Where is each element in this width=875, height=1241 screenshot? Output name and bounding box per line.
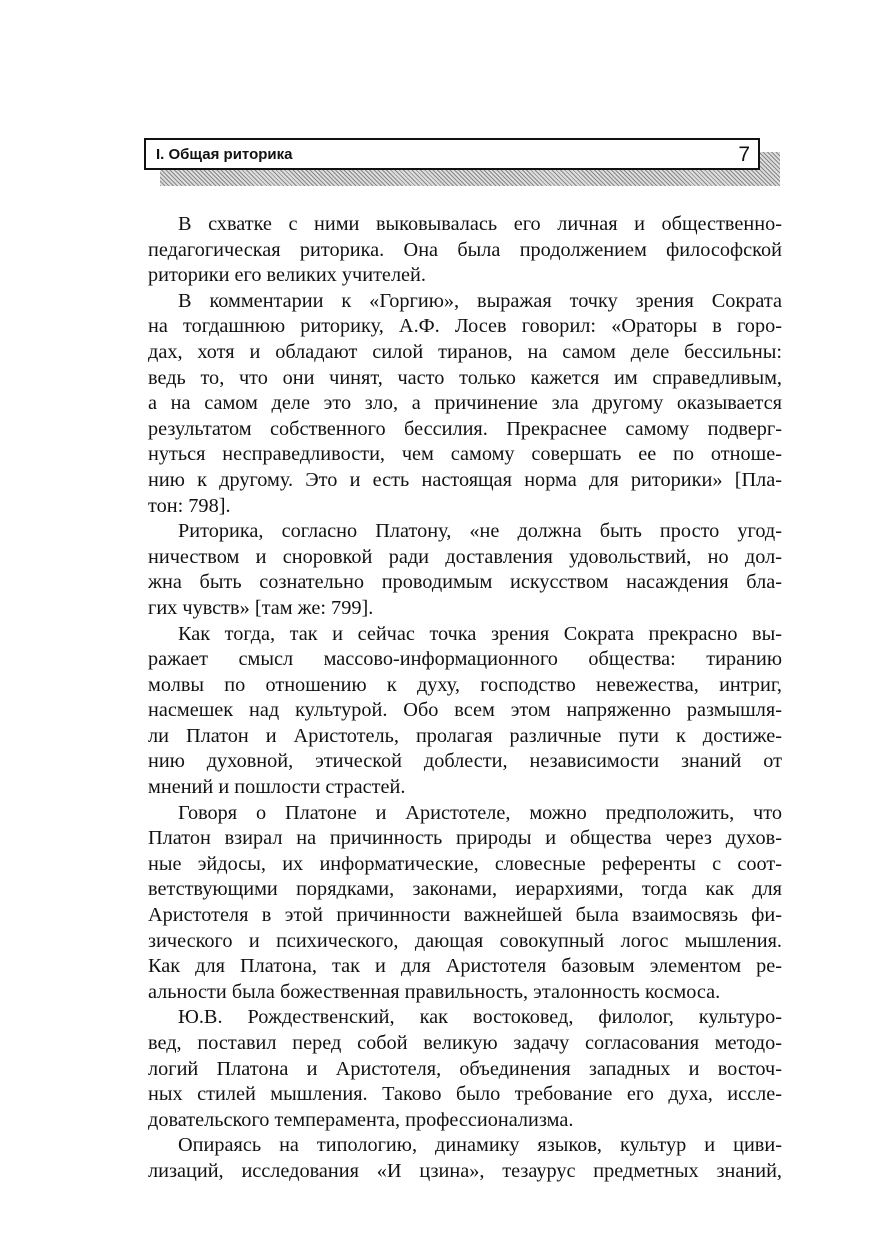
- text-line: результатом собственного бессилия. Прекраснее самому подверг-: [148, 417, 782, 440]
- text-line: ные эйдосы, их информатические, словесные референты с соот-: [148, 852, 782, 875]
- text-line: Как для Платона, так и для Аристотеля базовым элементом ре-: [148, 955, 782, 978]
- text-line: ли Платон и Аристотель, пролагая различные пути к достиже-: [148, 724, 782, 747]
- paragraph: [148, 801, 782, 1006]
- text-line: тон: 798].: [148, 494, 231, 517]
- text-line: ных стилей мышления. Таково было требование его духа, иссле-: [148, 1083, 782, 1106]
- text-line: В комментарии к «Горгию», выражая точку зрения Сократа: [178, 289, 782, 312]
- paragraph: [148, 519, 782, 621]
- text-line: лизаций, исследования «И цзина», тезаурус предметных знаний,: [148, 1159, 782, 1182]
- text-line: Как тогда, так и сейчас точка зрения Сократа прекрасно вы-: [178, 622, 782, 645]
- text-line: В схватке с ними выковывалась его личная и общественно-: [178, 213, 782, 235]
- text-line: Аристотеля в этой причинности важнейшей была взаимосвязь фи-: [148, 904, 782, 927]
- text-line: вед, поставил перед собой великую задачу согласования методо-: [148, 1032, 782, 1054]
- text-line: на тогдашнюю риторику, А.Ф. Лосев говорил: «Ораторы в горо-: [148, 315, 782, 338]
- text-line: альности была божественная правильность, эталонность космоса.: [148, 980, 721, 1003]
- section-title: I. Общая риторика: [156, 146, 293, 163]
- text-line: жна быть сознательно проводимым искусством насаждения бла-: [148, 571, 782, 594]
- text-line: Ю.В. Рождественский, как востоковед, филолог, культуро-: [178, 1006, 782, 1029]
- text-line: мнений и пошлости страстей.: [148, 776, 406, 799]
- text-line: довательского темперамента, профессионализма.: [148, 1108, 574, 1131]
- text-line: насмешек над культурой. Обо всем этом напряженно размышля-: [148, 699, 782, 722]
- text-line: Опираясь на типологию, динамику языков, культур и циви-: [178, 1134, 782, 1157]
- text-line: дах, хотя и обладают силой тиранов, на самом деле бессильны:: [148, 340, 782, 363]
- text-line: логий Платона и Аристотеля, объединения западных и восточ-: [148, 1057, 782, 1080]
- paragraph: [148, 289, 782, 519]
- text-line: ничеством и сноровкой ради доставления удовольствий, но дол-: [148, 545, 782, 568]
- text-line: нию к другому. Это и есть настоящая норма для риторики» [Пла-: [148, 468, 782, 491]
- text-line: зического и психического, дающая совокупный логос мышления.: [148, 929, 782, 952]
- paragraph: [148, 1133, 782, 1184]
- text-line: педагогическая риторика. Она была продолжением философской: [148, 238, 782, 261]
- text-line: ветствующими порядками, законами, иерархиями, тогда как для: [148, 878, 782, 901]
- text-line: гих чувств» [там же: 799].: [148, 596, 374, 619]
- text-line: риторики его великих учителей.: [148, 264, 426, 287]
- page-number: 7: [738, 143, 750, 166]
- text-line: Говоря о Платоне и Аристотеле, можно предположить, что: [178, 801, 782, 824]
- body-text: [148, 212, 782, 1185]
- paragraph: [148, 622, 782, 801]
- paragraph: [148, 212, 782, 289]
- text-line: Риторика, согласно Платону, «не должна быть просто угод-: [178, 520, 782, 543]
- text-line: Платон взирал на причинность природы и общества через духов-: [148, 827, 782, 850]
- text-line: молвы по отношению к духу, господство невежества, интриг,: [148, 673, 782, 696]
- text-line: ведь то, что они чинят, часто только кажется им справедливым,: [148, 366, 782, 389]
- text-line: нию духовной, этической доблести, независимости знаний от: [148, 750, 782, 773]
- paragraph: [148, 1005, 782, 1133]
- text-line: нуться несправедливости, чем самому совершать ее по отноше-: [148, 443, 782, 466]
- text-line: ражает смысл массово-информационного общества: тиранию: [148, 648, 782, 671]
- text-line: а на самом деле это зло, а причинение зла другому оказывается: [148, 392, 782, 415]
- running-header: [144, 138, 760, 170]
